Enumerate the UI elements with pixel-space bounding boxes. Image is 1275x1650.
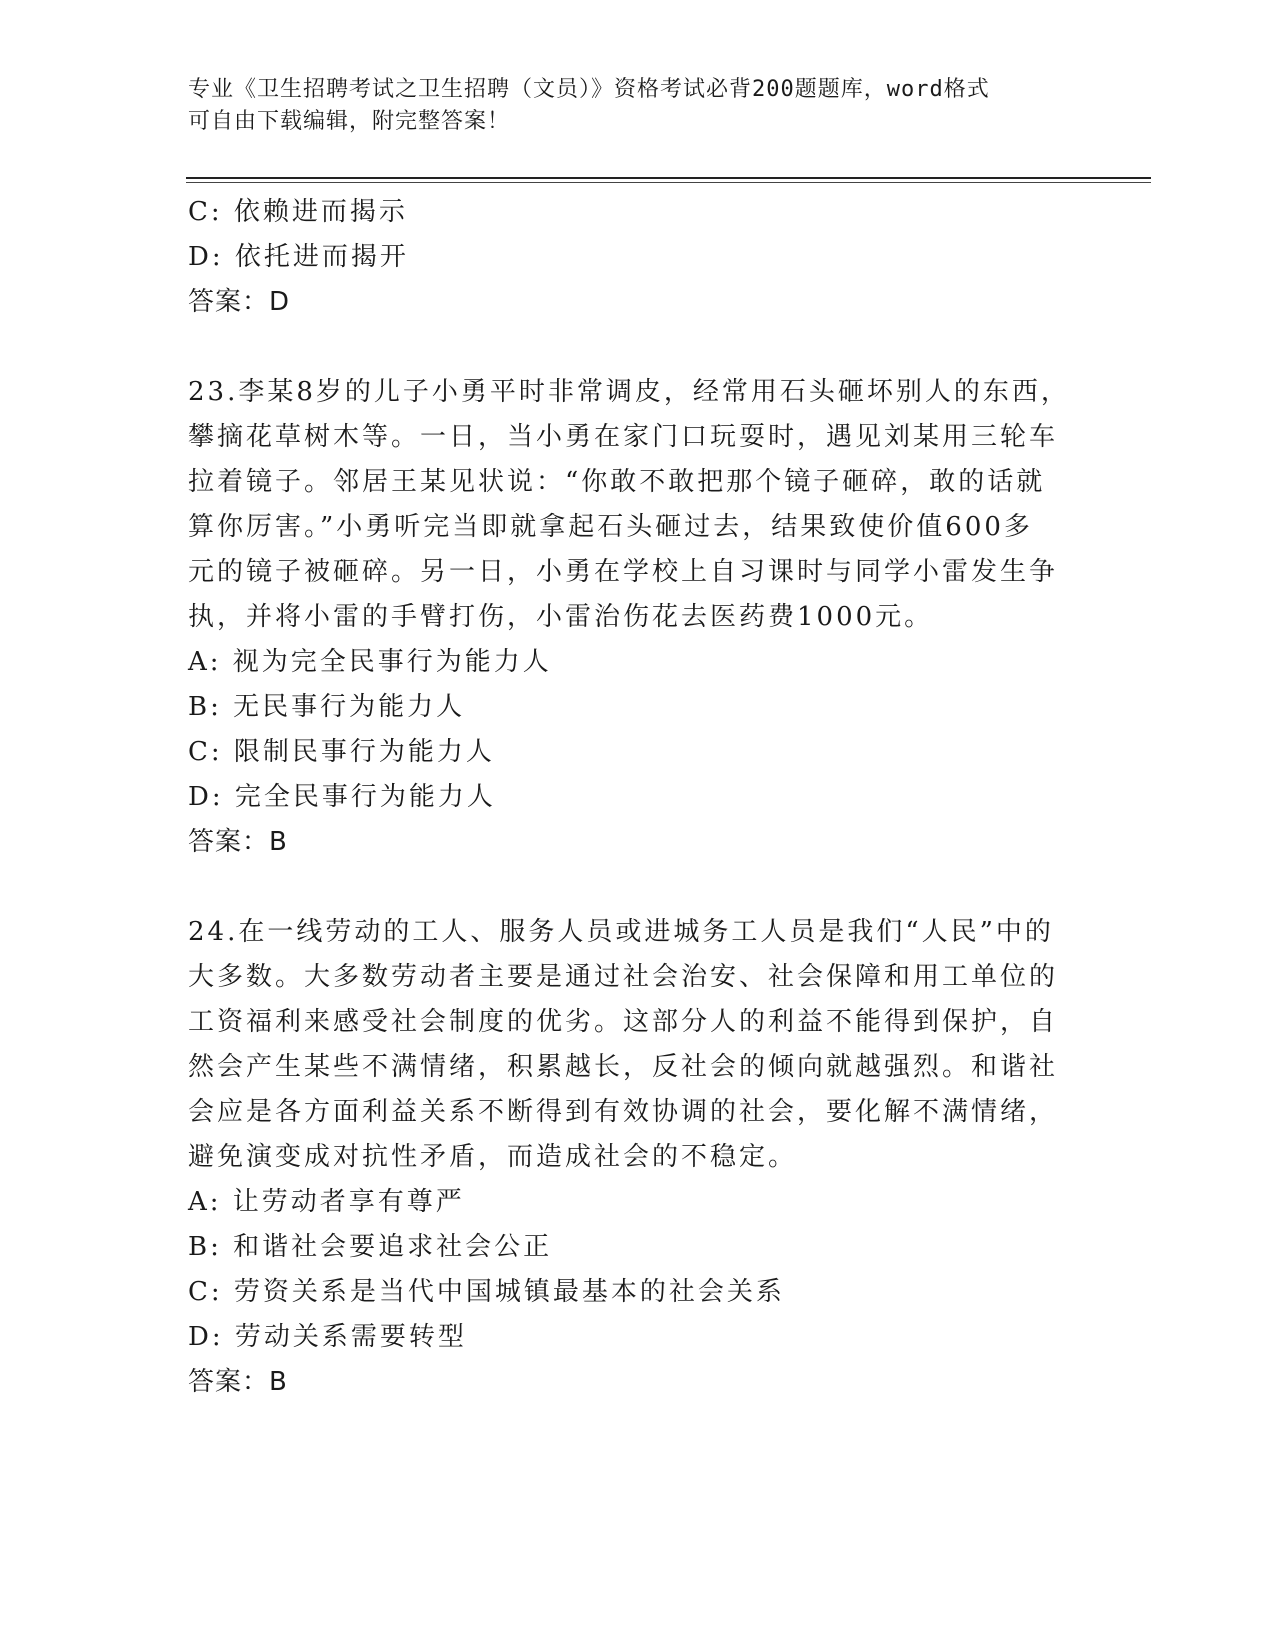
option-d: D: 劳动关系需要转型: [188, 1322, 467, 1352]
header-title-line-1: 专业《卫生招聘考试之卫生招聘（文员）》资格考试必背200题题库，word格式: [188, 77, 990, 102]
answer-line: 答案：B: [188, 827, 288, 857]
option-d: D: 依托进而揭开: [188, 242, 409, 272]
question-stem-line: 大多数。大多数劳动者主要是通过社会治安、社会保障和用工单位的: [188, 962, 1059, 992]
header-divider-thick: [186, 177, 1151, 179]
question-stem-line: 攀摘花草树木等。一日，当小勇在家门口玩耍时，遇见刘某用三轮车: [188, 422, 1059, 452]
answer-line: 答案：B: [188, 1367, 288, 1397]
option-b: B: 和谐社会要追求社会公正: [188, 1232, 553, 1262]
question-stem-line: 24.在一线劳动的工人、服务人员或进城务工人员是我们“人民”中的: [188, 917, 1054, 947]
question-stem-line: 会应是各方面利益关系不断得到有效协调的社会，要化解不满情绪，: [188, 1097, 1059, 1127]
question-stem-line: 避免演变成对抗性矛盾，而造成社会的不稳定。: [188, 1142, 798, 1172]
option-c: C: 劳资关系是当代中国城镇最基本的社会关系: [188, 1277, 785, 1307]
option-b: B: 无民事行为能力人: [188, 692, 466, 722]
question-24: [188, 910, 1088, 1405]
question-stem-line: 算你厉害。”小勇听完当即就拿起石头砸过去，结果致使价值600多: [188, 512, 1033, 542]
option-a: A: 让劳动者享有尊严: [188, 1187, 465, 1217]
question-24-stem: [188, 910, 1088, 1180]
answer-line: 答案：D: [188, 287, 291, 317]
question-stem-line: 元的镜子被砸碎。另一日，小勇在学校上自习课时与同学小雷发生争: [188, 557, 1059, 587]
header-divider-thin: [186, 182, 1151, 183]
question-stem-line: 拉着镜子。邻居王某见状说：“你敢不敢把那个镜子砸碎，敢的话就: [188, 467, 1046, 497]
option-d: D: 完全民事行为能力人: [188, 782, 496, 812]
question-stem-line: 工资福利来感受社会制度的优劣。这部分人的利益不能得到保护，自: [188, 1007, 1059, 1037]
spacer: [188, 865, 1088, 910]
option-a: A: 视为完全民事行为能力人: [188, 647, 552, 677]
option-c: C: 依赖进而揭示: [188, 197, 408, 227]
question-stem-line: 然会产生某些不满情绪，积累越长，反社会的倾向就越强烈。和谐社: [188, 1052, 1059, 1082]
document-header: [188, 74, 1068, 138]
header-title-line-2: 可自由下载编辑，附完整答案！: [188, 109, 511, 134]
question-stem-line: 23.李某8岁的儿子小勇平时非常调皮，经常用石头砸坏别人的东西，: [188, 377, 1070, 407]
question-stem-line: 执，并将小雷的手臂打伤，小雷治伤花去医药费1000元。: [188, 602, 934, 632]
document-body: [188, 190, 1088, 1405]
previous-question-tail: [188, 190, 1088, 325]
question-23-stem: [188, 370, 1088, 640]
spacer: [188, 325, 1088, 370]
question-23: [188, 370, 1088, 865]
option-c: C: 限制民事行为能力人: [188, 737, 495, 767]
